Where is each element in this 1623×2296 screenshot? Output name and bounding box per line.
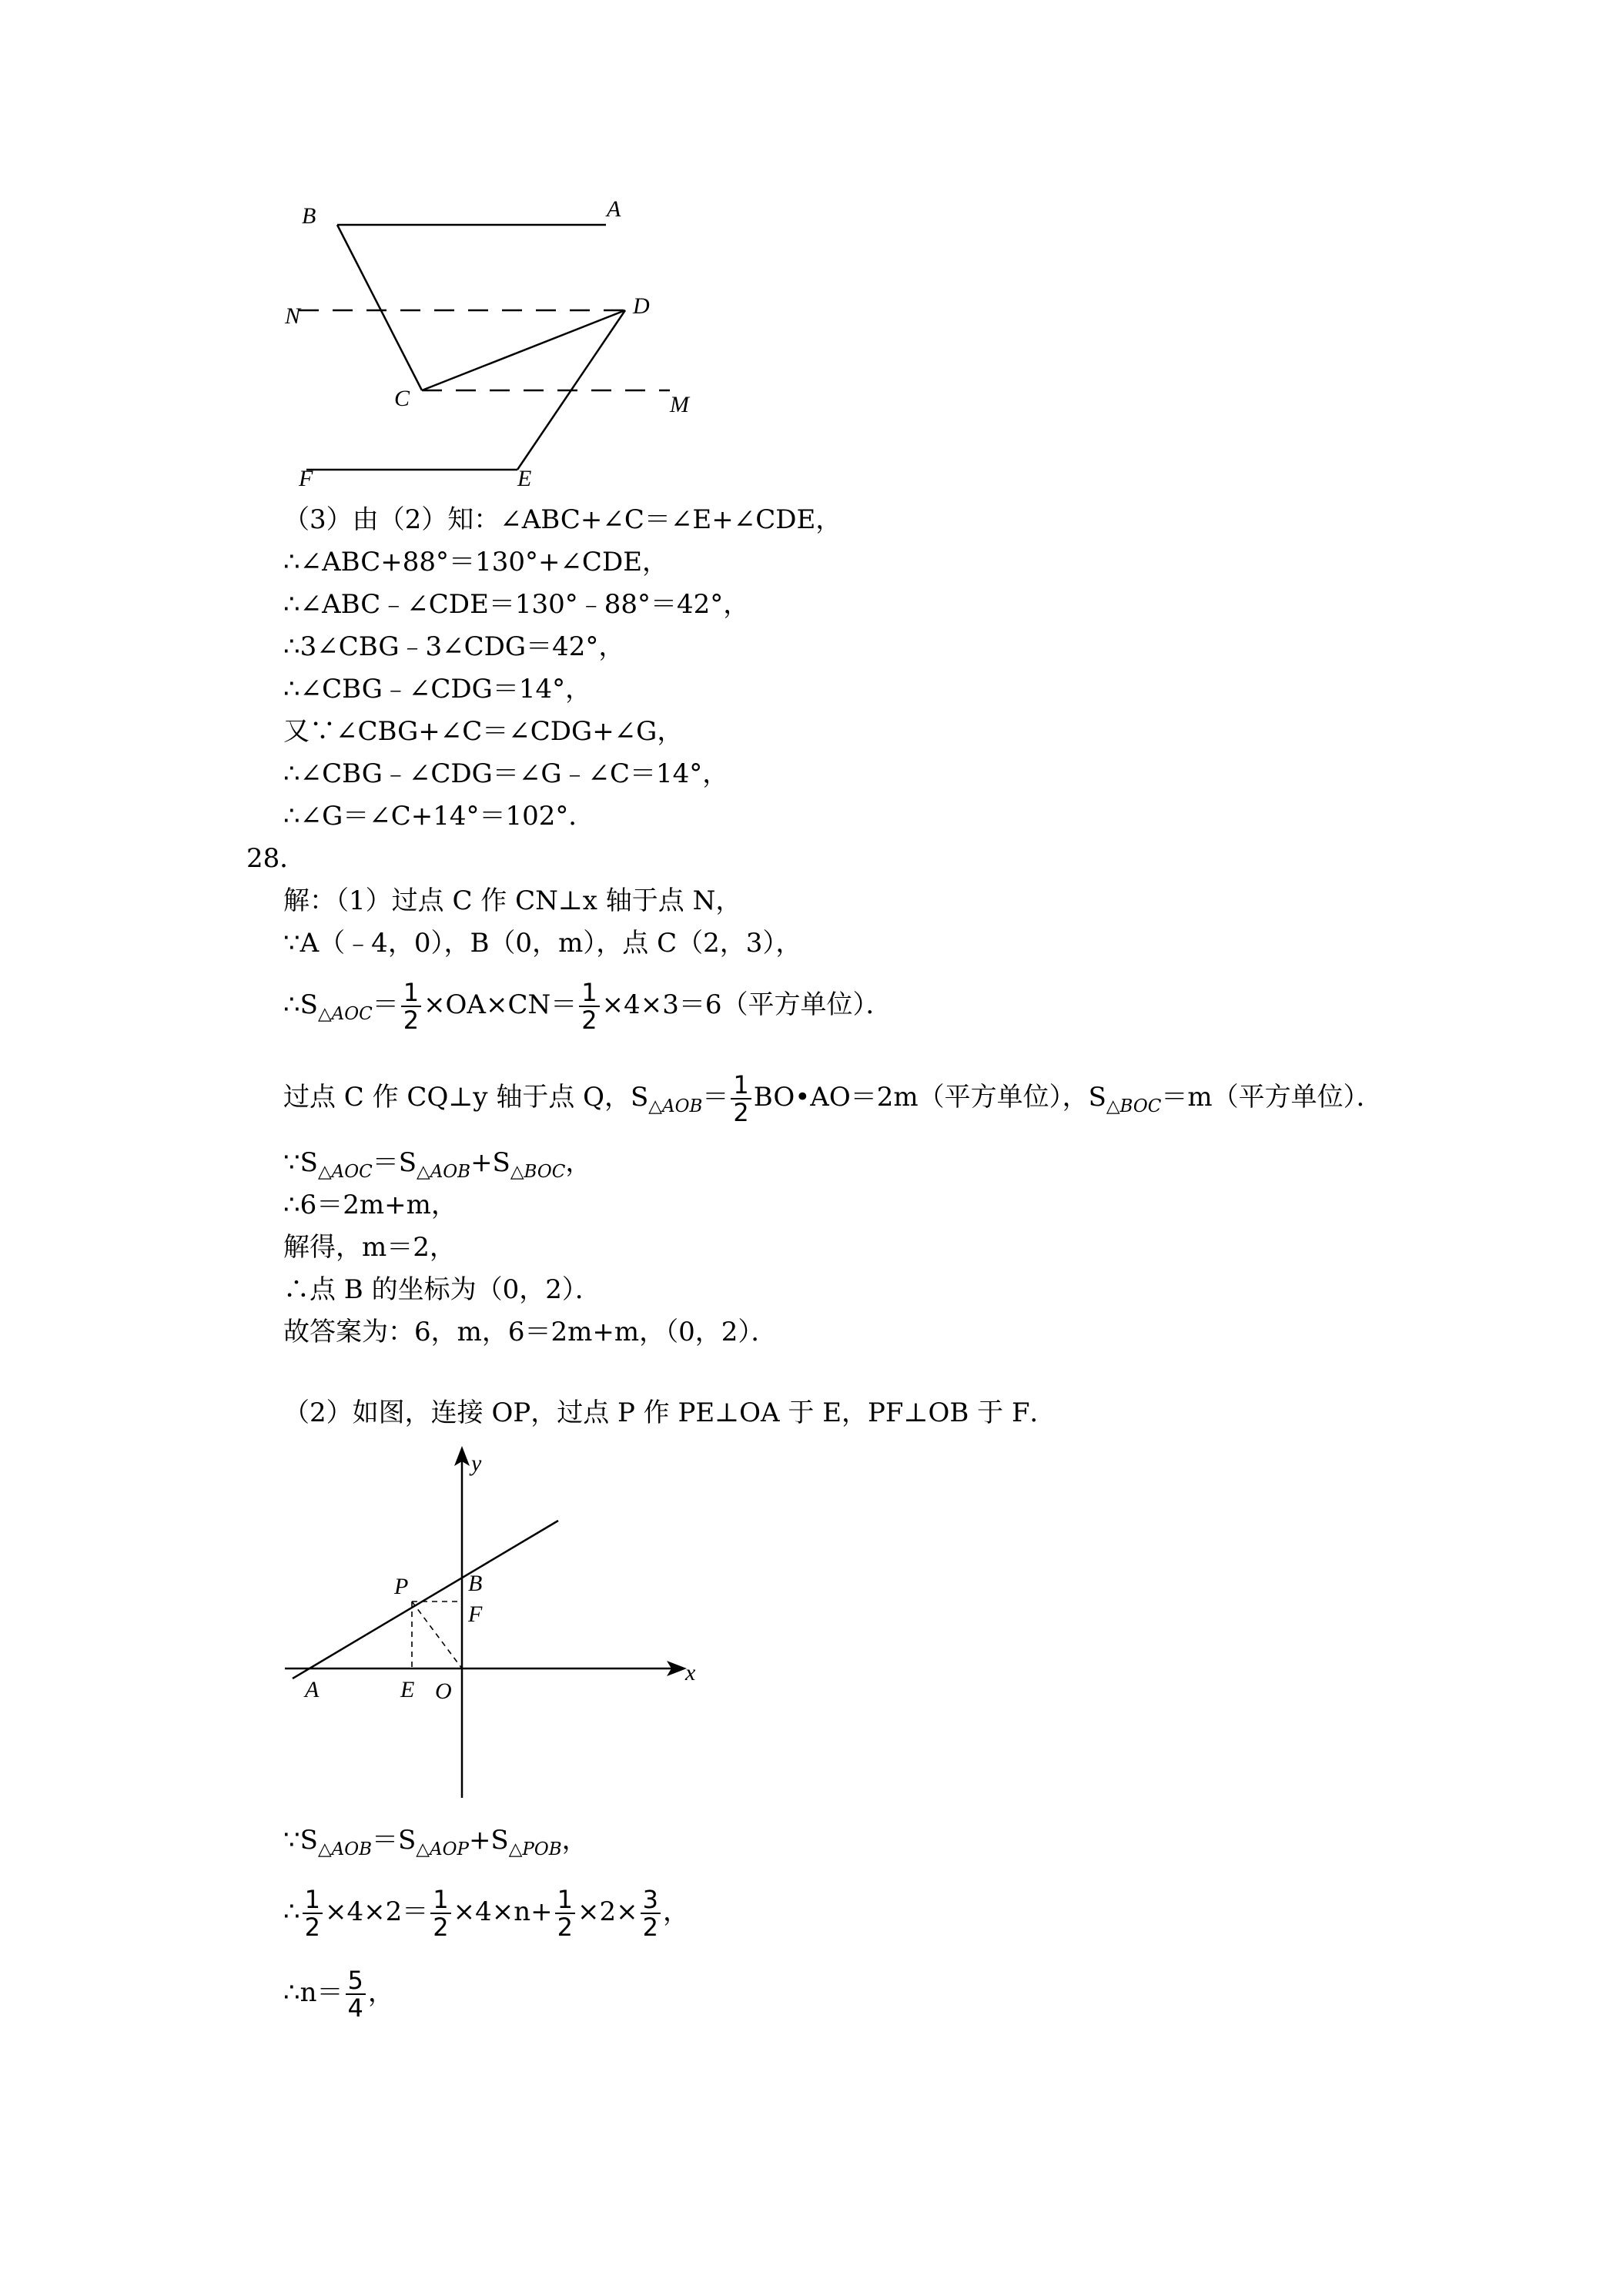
- q28-area-split: $\because S_{\triangle AOB}=S_{\triangle AOP}+S_{\triangle POB}$，: [283, 1825, 588, 1859]
- q28-line-8: ∴点 B 的坐标为（0，2）．: [283, 1274, 601, 1305]
- label-n: N: [285, 303, 301, 329]
- label-e: E: [400, 1677, 415, 1702]
- q28-equation: ∴ $\frac{1}{2}$ ×4×2＝ $\frac{1}{2}$ ×4×n+ $\frac{1}{2}$ ×2× $\frac{3}{2}$ ，: [283, 1885, 689, 1942]
- segment-cd: [422, 310, 625, 390]
- fraction-one-half: $\frac{1}{2}$: [430, 1886, 450, 1940]
- part3-line-5: ∴∠CBG﹣∠CDG＝14°，: [283, 674, 592, 705]
- q28-line-6: ∴6＝2m+m，: [283, 1190, 457, 1220]
- segment-bc: [337, 225, 422, 390]
- q28-line-7: 解得，m＝2，: [283, 1232, 456, 1263]
- label-a: A: [305, 1677, 320, 1702]
- line-ab: [293, 1521, 558, 1678]
- label-b: B: [302, 203, 316, 229]
- q28-part2-intro: （2）如图，连接 OP，过点 P 作 PE⊥OA 于 E，PF⊥OB 于 F．: [283, 1397, 1056, 1428]
- q28-area-aoc: $\therefore S_{\triangle AOC}=$ $\frac{1}{2}$ ×OA×CN＝ $\frac{1}{2}$ ×4×3＝6（平方单位）．: [283, 978, 892, 1035]
- fraction-five-fourths: $\frac{5}{4}$: [346, 1967, 366, 2021]
- part3-line-8: ∴∠G＝∠C+14°＝102°．: [283, 801, 595, 832]
- q28-line-2: ∵A（﹣4，0），B（0，m），点 C（2，3），: [283, 928, 802, 959]
- part3-line-6: 又∵∠CBG+∠C＝∠CDG+∠G，: [283, 716, 684, 747]
- figure-parallel-lines: [269, 189, 701, 497]
- label-d: D: [633, 293, 650, 319]
- part3-line-1: （3）由（2）知：∠ABC+∠C＝∠E+∠CDE，: [283, 504, 842, 535]
- label-p: P: [394, 1574, 409, 1599]
- q28-area-aob-boc: 过点 C 作 CQ⊥y 轴于点 Q，$S_{\triangle AOB}=$ $\frac{1}{2}$ BO•AO＝2m（平方单位），$S_{\triangle BOC}=m$（平方单位）．: [283, 1070, 1383, 1127]
- part3-line-4: ∴3∠CBG﹣3∠CDG＝42°，: [283, 631, 625, 662]
- label-o: O: [435, 1678, 452, 1704]
- part3-line-3: ∴∠ABC﹣∠CDE＝130°﹣88°＝42°，: [283, 589, 750, 620]
- figure-coordinate-plane: [277, 1440, 724, 1809]
- fraction-one-half: $\frac{1}{2}$: [401, 979, 421, 1033]
- label-f: F: [468, 1602, 483, 1627]
- fraction-one-half: $\frac{1}{2}$: [579, 979, 599, 1033]
- part3-line-2: ∴∠ABC+88°＝130°+∠CDE，: [283, 547, 669, 577]
- fraction-one-half: $\frac{1}{2}$: [555, 1886, 575, 1940]
- label-b: B: [468, 1571, 483, 1596]
- label-f: F: [299, 466, 313, 491]
- q28-result-n: ∴n＝ $\frac{5}{4}$ ，: [283, 1966, 394, 2023]
- label-a: A: [607, 196, 621, 222]
- label-x: x: [685, 1660, 696, 1685]
- q28-area-sum: $\because S_{\triangle AOC}=S_{\triangle AOB}+S_{\triangle BOC}$，: [283, 1147, 592, 1182]
- label-y: y: [471, 1451, 482, 1476]
- fraction-one-half: $\frac{1}{2}$: [731, 1072, 751, 1126]
- q28-line-9: 故答案为：6，m，6＝2m+m，（0，2）．: [283, 1317, 778, 1347]
- q28-line-1: 解：（1）过点 C 作 CN⊥x 轴于点 N，: [283, 885, 742, 916]
- question-number: 28．: [246, 843, 306, 874]
- label-c: C: [394, 386, 410, 411]
- fraction-one-half: $\frac{1}{2}$: [303, 1886, 323, 1940]
- dashed-op: [412, 1602, 462, 1668]
- label-e: E: [517, 466, 532, 491]
- fraction-three-halves: $\frac{3}{2}$: [641, 1886, 661, 1940]
- part3-line-7: ∴∠CBG﹣∠CDG＝∠G﹣∠C＝14°，: [283, 758, 729, 789]
- label-m: M: [670, 392, 689, 417]
